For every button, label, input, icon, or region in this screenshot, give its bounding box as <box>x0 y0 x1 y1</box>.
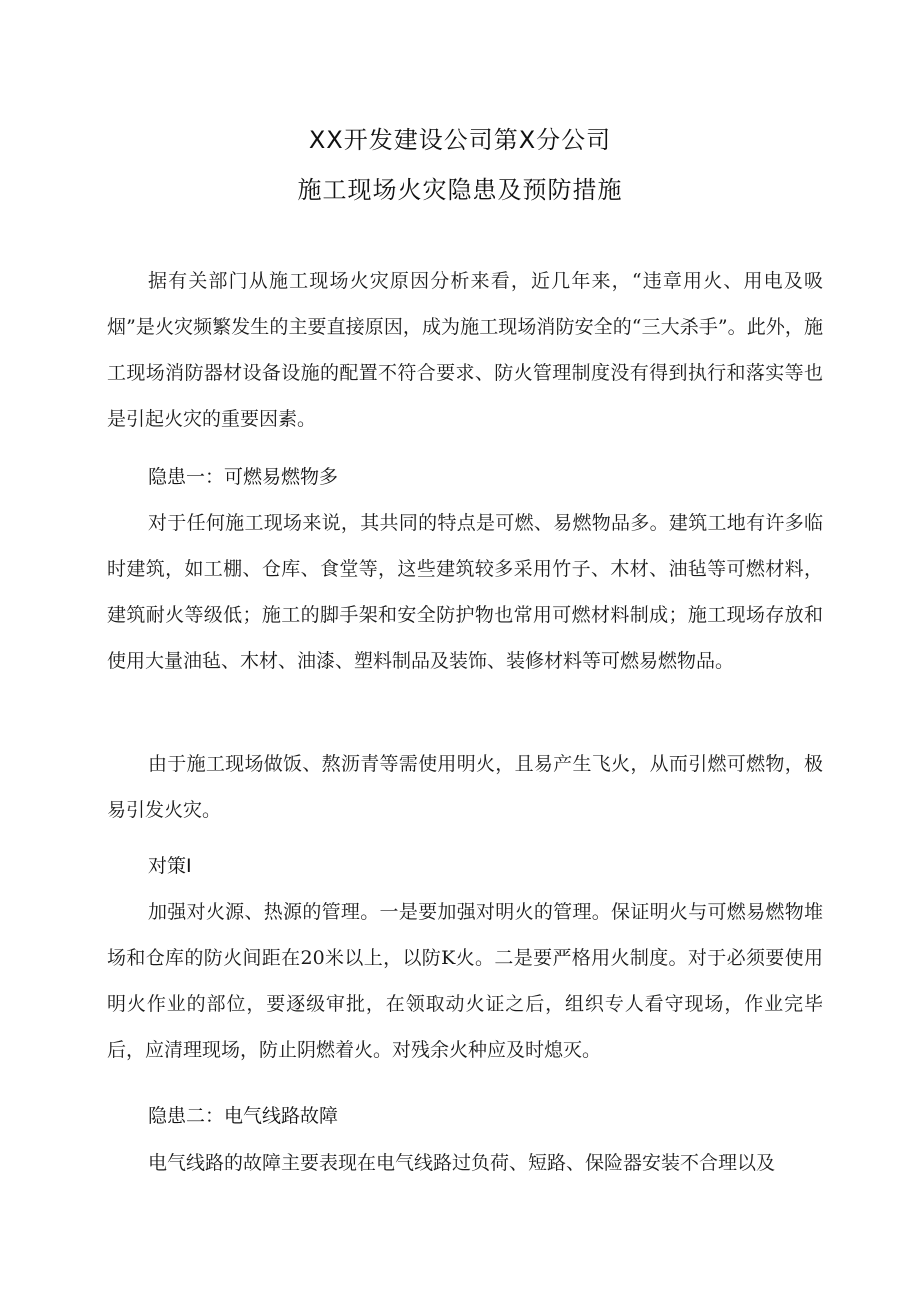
measure-one-paragraph: 加强对火源、热源的管理。一是要加强对明火的管理。保证明火与可燃易燃物堆场和仓库的防火间距在20米以上，以防K火。二是要严格用火制度。对于必须要使用明火作业的部位，要逐级审批，在领取动火证之后，组织专人看守现场，作业完毕后，应清理现场，防止阴燃着火。对残余火种应及时熄灭。 <box>107 901 823 1061</box>
hazard-one-heading: 隐患一：可燃易燃物多 <box>148 466 339 488</box>
hazard-one-paragraph: 对于任何施工现场来说，其共同的特点是可燃、易燃物品多。建筑工地有许多临时建筑，如工棚、仓库、食堂等，这些建筑较多采用竹子、木材、油毡等可燃材料，建筑耐火等级低；施工的脚手架和安全防护物也常用可燃材料制成；施工现场存放和使用大量油毡、木材、油漆、塑料制品及装饰、装修材料等可燃易燃物品。 <box>107 512 823 672</box>
intro-paragraph: 据有关部门从施工现场火灾原因分析来看，近几年来，“违章用火、用电及吸烟”是火灾频繁发生的主要直接原因，成为施工现场消防安全的“三大杀手”。此外，施工现场消防器材设备设施的配置不符合要求、防火管理制度没有得到执行和落实等也是引起火灾的重要因素。 <box>107 270 823 430</box>
document-title-company: XX开发建设公司第X分公司 <box>308 126 612 154</box>
hazard-two-paragraph: 电气线路的故障主要表现在电气线路过负荷、短路、保险器安装不合理以及 <box>148 1152 776 1174</box>
measure-one-heading: 对策I <box>148 855 192 877</box>
hazard-two-heading: 隐患二：电气线路故障 <box>148 1105 339 1127</box>
hazard-one-paragraph-2: 由于施工现场做饭、熬沥青等需使用明火，且易产生飞火，从而引燃可燃物，极易引发火灾。 <box>107 753 823 821</box>
document-title-subject: 施工现场火灾隐患及预防措施 <box>297 176 623 204</box>
